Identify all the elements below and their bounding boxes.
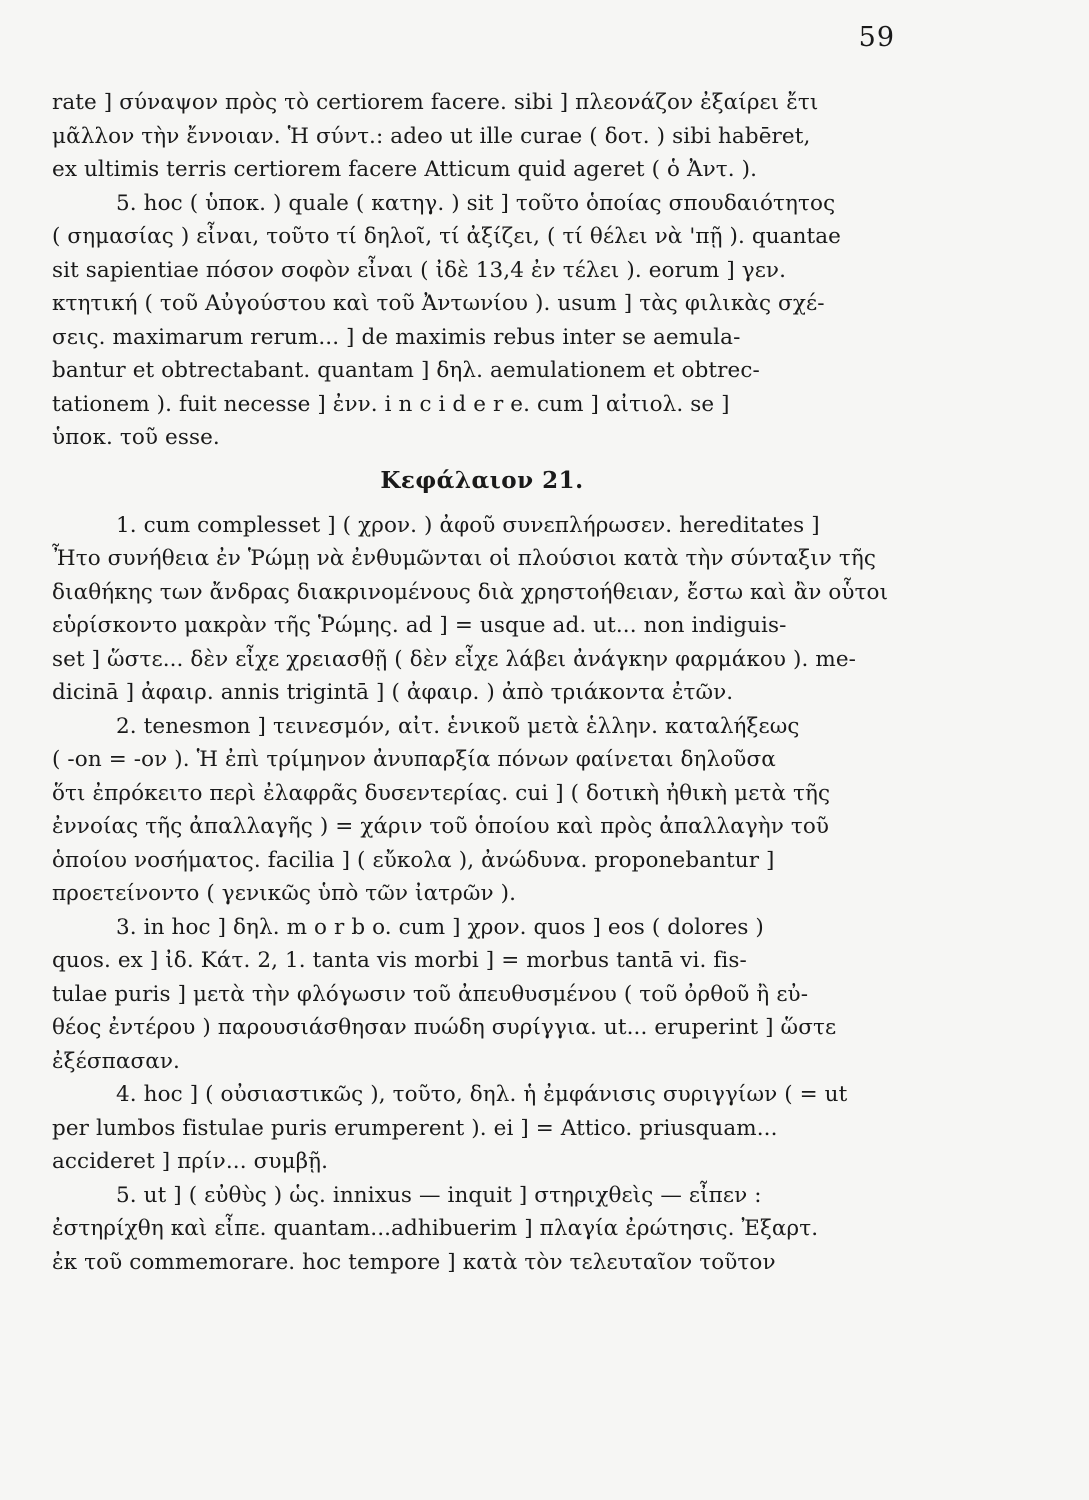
text-line: set ] ὥστε... δὲν εἶχε χρειασθῇ ( δὲν εἶχε λάβει ἀνάγκην φαρμάκου ). me- [52, 646, 857, 672]
text-line: dicinā ] ἀφαιρ. annis trigintā ] ( ἀφαιρ. ) ἀπὸ τριάκοντα ἐτῶν. [52, 680, 734, 705]
text-line: ἐξέσπασαν. [52, 1048, 180, 1074]
text-line: σεις. maximarum rerum... ] de maximis rebus inter se aemula- [52, 324, 741, 350]
text-line: ἐκ τοῦ commemorare. hoc tempore ] κατὰ τὸν τελευταῖον τοῦτον [52, 1249, 776, 1275]
section-1 [52, 509, 912, 710]
text-line: 4. hoc ] ( οὐσιαστικῶς ), τοῦτο, δηλ. ἡ ἐμφάνισις συριγγίων ( = ut [116, 1082, 848, 1107]
text-line: tationem ). fuit necesse ] ἐνν. i n c i d e r e. cum ] αἰτιολ. se ] [52, 391, 730, 417]
text-line: κτητική ( τοῦ Αὐγούστου καὶ τοῦ Ἀντωνίου ). usum ] τὰς φιλικὰς σχέ- [52, 291, 825, 316]
text-line: θέος ἐντέρου ) παρουσιάσθησαν πυώδη συρίγγια. ut... eruperint ] ὥστε [52, 1015, 837, 1040]
text-line: διαθήκης των ἄνδρας διακρινομένους διὰ χρηστοήθειαν, ἔστω καὶ ἂν οὗτοι [52, 579, 889, 605]
chapter-title: Κεφάλαιον 21. [380, 466, 584, 494]
text-line: ἐννοίας τῆς ἀπαλλαγῆς ) = χάριν τοῦ ὁποίου καὶ πρὸς ἀπαλλαγὴν τοῦ [52, 814, 830, 839]
text-line: ἐστηρίχθη καὶ εἶπε. quantam...adhibuerim ] πλαγία ἐρώτησις. Ἐξαρτ. [52, 1216, 819, 1241]
text-line: προετείνοντο ( γενικῶς ὑπὸ τῶν ἰατρῶν ). [52, 881, 517, 906]
section-3 [52, 911, 912, 1079]
section-4 [52, 1078, 912, 1179]
text-line: 2. tenesmon ] τεινεσμόν, αἰτ. ἑνικοῦ μετὰ ἑλλην. καταλήξεως [116, 713, 800, 739]
text-line: 1. cum complesset ] ( χρον. ) ἀφοῦ συνεπλήρωσεν. hereditates ] [116, 512, 820, 538]
text-line: μᾶλλον τὴν ἔννοιαν. Ἡ σύντ.: adeo ut ille curae ( δοτ. ) sibi habēret, [52, 123, 811, 149]
text-line: bantur et obtrectabant. quantam ] δηλ. aemulationem et obtrec- [52, 358, 760, 383]
text-line: ( -on = -ον ). Ἡ ἐπὶ τρίμηνον ἀνυπαρξία πόνων φαίνεται δηλοῦσα [52, 747, 776, 772]
text-line: ὅτι ἐπρόκειτο περὶ ἐλαφρᾶς δυσεντερίας. cui ] ( δοτικὴ ἠθικὴ μετὰ τῆς [52, 780, 831, 806]
text-line: Ἦτο συνήθεια ἐν Ῥώμῃ νὰ ἐνθυμῶνται οἱ πλούσιοι κατὰ τὴν σύνταξιν τῆς [52, 546, 876, 571]
page-body [52, 86, 912, 1279]
text-line: ὑποκ. τοῦ esse. [52, 425, 220, 450]
text-line: tulae puris ] μετὰ τὴν φλόγωσιν τοῦ ἀπευθυσμένου ( τοῦ ὀρθοῦ ἢ εὐ- [52, 981, 809, 1007]
section-5 [52, 1179, 912, 1280]
text-line: accideret ] πρίν... συμβῇ. [52, 1149, 329, 1174]
paragraph-1 [52, 86, 912, 187]
text-line: ex ultimis terris certiorem facere Atticum quid ageret ( ὁ Ἀντ. ). [52, 157, 758, 182]
text-line: rate ] σύναψον πρὸς τὸ certiorem facere. sibi ] πλεονάζον ἐξαίρει ἔτι [52, 90, 819, 115]
text-line: 5. ut ] ( εὐθὺς ) ὡς. innixus — inquit ] στηριχθεὶς — εἶπεν : [116, 1182, 762, 1208]
section-2 [52, 710, 912, 911]
text-line: sit sapientiae πόσον σοφὸν εἶναι ( ἰδὲ 13,4 ἐν τέλει ). eorum ] γεν. [52, 257, 787, 283]
text-line: εὑρίσκοντο μακρὰν τῆς Ῥώμης. ad ] = usque ad. ut... non indiguis- [52, 613, 787, 638]
text-line: ὁποίου νοσήματος. facilia ] ( εὔκολα ), ἀνώδυνα. proponebantur ] [52, 847, 775, 873]
text-line: 5. hoc ( ὑποκ. ) quale ( κατηγ. ) sit ] τοῦτο ὁποίας σπουδαιότητος [116, 190, 836, 216]
paragraph-5 [52, 187, 912, 455]
text-line: ( σημασίας ) εἶναι, τοῦτο τί δηλοῖ, τί ἀξίζει, ( τί θέλει νὰ 'πῇ ). quantae [52, 224, 842, 249]
page-number: 59 [858, 22, 895, 53]
text-line: per lumbos fistulae puris erumperent ). ei ] = Attico. priusquam... [52, 1115, 778, 1141]
text-line: 3. in hoc ] δηλ. m o r b o. cum ] χρον. quos ] eos ( dolores ) [116, 914, 764, 940]
text-line: quos. ex ] ἰδ. Κάτ. 2, 1. tanta vis morbi ] = morbus tantā vi. fis- [52, 948, 747, 973]
